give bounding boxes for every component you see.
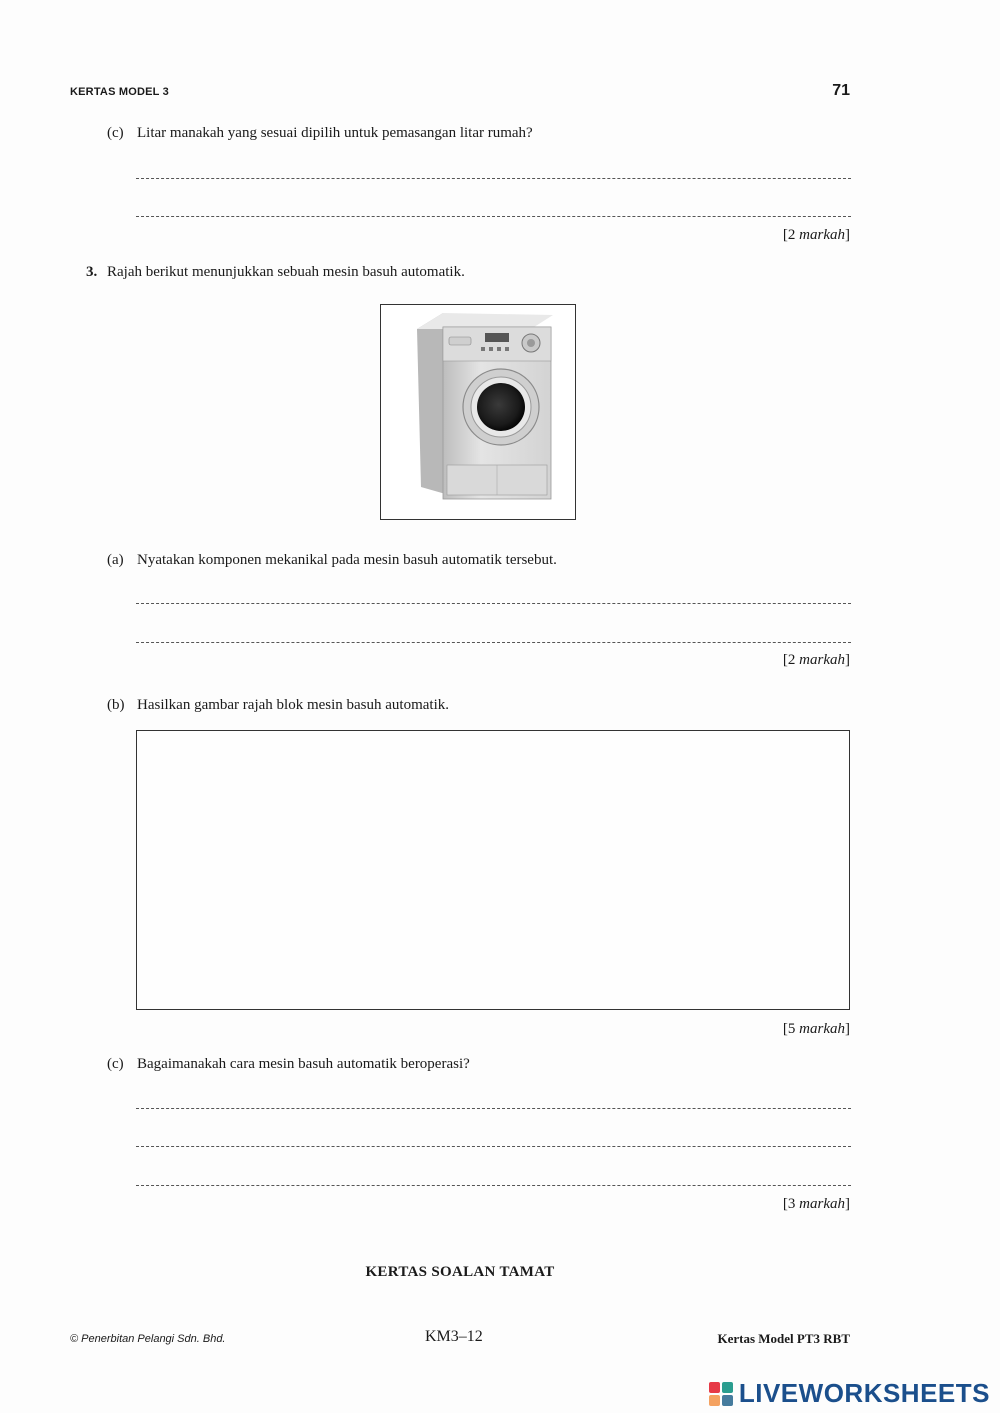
- answer-line-c2-3[interactable]: [136, 1185, 851, 1186]
- question-3-intro: Rajah berikut menunjukkan sebuah mesin basuh automatik.: [107, 264, 465, 280]
- liveworksheets-logo-icon: [709, 1382, 733, 1406]
- part-a-label: (a): [107, 552, 124, 568]
- answer-line-c2-1[interactable]: [136, 1108, 851, 1109]
- part-c2-question: Bagaimanakah cara mesin basuh automatik beroperasi?: [137, 1056, 470, 1072]
- answer-line-c2-2[interactable]: [136, 1146, 851, 1147]
- block-diagram-answer-box[interactable]: [136, 730, 850, 1010]
- washing-machine-figure: [380, 304, 576, 520]
- footer-page-code: KM3–12: [425, 1328, 483, 1345]
- part-c1-question: Litar manakah yang sesuai dipilih untuk pemasangan litar rumah?: [137, 125, 533, 141]
- liveworksheets-brand: [709, 1378, 990, 1409]
- footer-paper-name: Kertas Model PT3 RBT: [717, 1331, 850, 1346]
- footer-copyright: © Penerbitan Pelangi Sdn. Bhd.: [70, 1333, 226, 1345]
- question-3-number: 3.: [86, 264, 98, 280]
- answer-line-a-2[interactable]: [136, 642, 851, 643]
- brand-text: LIVEWORKSHEETS: [738, 1378, 990, 1408]
- part-c2-label: (c): [107, 1056, 124, 1072]
- answer-line-c1-2[interactable]: [136, 216, 851, 217]
- paper-title: KERTAS MODEL 3: [70, 86, 169, 98]
- part-b-marks: [5 markah]: [782, 1021, 850, 1037]
- part-c2-marks: [3 markah]: [782, 1196, 850, 1212]
- answer-line-a-1[interactable]: [136, 603, 851, 604]
- part-c1-label: (c): [107, 125, 124, 141]
- washing-machine-icon: [381, 305, 575, 519]
- part-b-question: Hasilkan gambar rajah blok mesin basuh automatik.: [137, 697, 450, 713]
- page-number: 71: [832, 82, 850, 99]
- part-b-label: (b): [107, 697, 125, 713]
- part-c1-marks: [2 markah]: [782, 227, 850, 243]
- answer-line-c1-1[interactable]: [136, 178, 851, 179]
- end-of-paper-title: KERTAS SOALAN TAMAT: [365, 1264, 555, 1280]
- part-a-marks: [2 markah]: [782, 652, 850, 668]
- part-a-question: Nyatakan komponen mekanikal pada mesin basuh automatik tersebut.: [137, 552, 557, 568]
